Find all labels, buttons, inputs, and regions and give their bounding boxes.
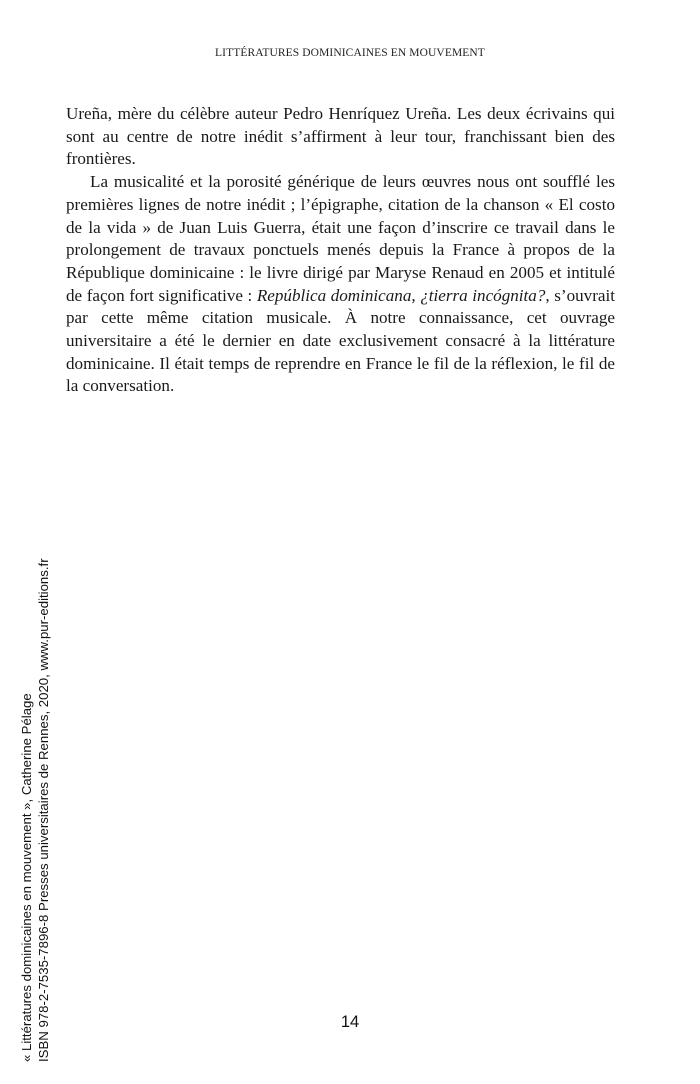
paragraph-1: Ureña, mère du célèbre auteur Pedro Henríquez Ureña. Les deux écrivains qui sont au centre de notre inédit s’affirment à leur tour, franchissant bien des frontières.: [66, 104, 615, 169]
side-credit: [18, 558, 52, 1062]
paragraph-2: [66, 171, 615, 398]
body-text: [66, 103, 615, 398]
paragraph-2-text-end: , s’ouvrait par cette même citation musicale. À notre connaissance, cet ouvrage universitaire a été le dernier en date exclusivement consacré à la littérature dominicaine. Il était temps de reprendre en France le fil de la réflexion, le fil de la conversation.: [66, 285, 616, 396]
paragraph-2-text-start: La musicalité et la porosité générique de leurs œuvres nous ont soufflé les premières lignes de notre inédit ; l’épigraphe, citation de la chanson « El costo de la vida » de Juan Luis Guerra, était une façon d’inscrire ce travail dans le prolongement de travaux ponctuels menés depuis la France à propos de la République dominicaine : le livre dirigé par Maryse Renaud en 2005 et intitulé de façon fort significative :: [66, 172, 615, 305]
side-credit-line-1: « Littératures dominicaines en mouvement », Catherine Pélage: [19, 693, 34, 1062]
page-number: 14: [340, 1013, 360, 1031]
book-title-italic: República dominicana, ¿tierra incógnita?: [256, 285, 546, 305]
running-header: LITTÉRATURES DOMINICAINES EN MOUVEMENT: [215, 47, 485, 59]
side-credit-line-2: ISBN 978-2-7535-7896-8 Presses universitaires de Rennes, 2020, www.pur-editions.fr: [36, 558, 51, 1062]
